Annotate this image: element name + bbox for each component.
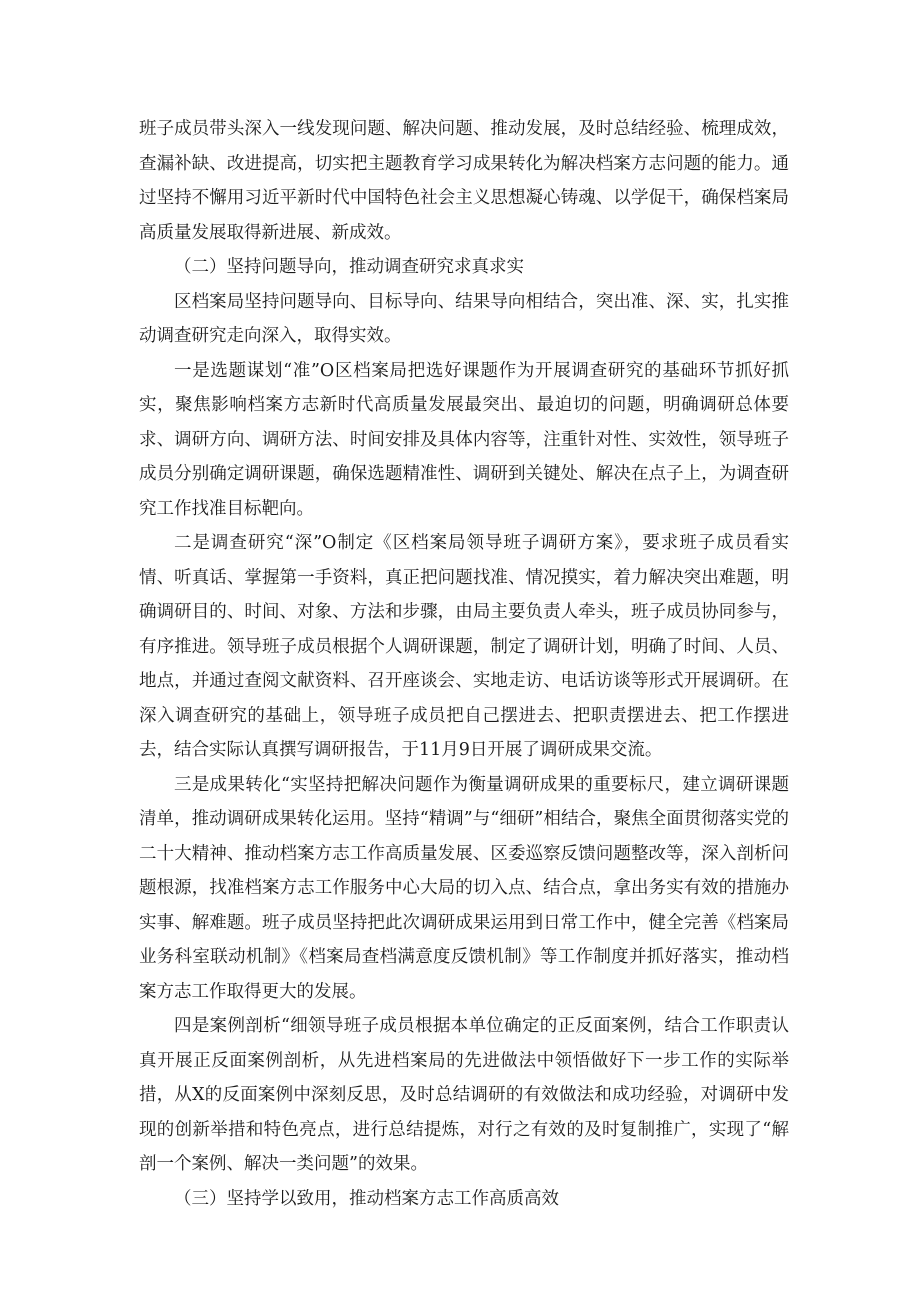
paragraph-overview: 区档案局坚持问题导向、目标导向、结果导向相结合，突出准、深、实，扎实推动调查研究走向深入，取得实效。: [139, 291, 789, 346]
paragraph-case-analysis: 四是案例剖析“细领导班子成员根据本单位确定的正反面案例，结合工作职责认真开展正反面案例剖析，从先进档案局的先进做法中领悟做好下一步工作的实际举措，从X的反面案例中深刻反思，及时总结调研的有效做法和成功经验，对调研中发现的创新举措和特色亮点，进行总结提炼，对行之有效的及时复制推广，实现了“解剖一个案例、解决一类问题”的效果。: [139, 1016, 789, 1174]
paragraph-intro-continuation: 班子成员带头深入一线发现问题、解决问题、推动发展，及时总结经验、梳理成效，查漏补缺、改进提高，切实把主题教育学习成果转化为解决档案方志问题的能力。通过坚持不懈用习近平新时代中国特色社会主义思想凝心铸魂、以学促干，确保档案局高质量发展取得新进展、新成效。: [139, 119, 789, 243]
section-heading-3: （三）坚持学以致用，推动档案方志工作高质高效: [174, 1188, 559, 1209]
document-page: [139, 112, 789, 1216]
paragraph-results-conversion: 三是成果转化“实坚持把解决问题作为衡量调研成果的重要标尺，建立调研课题清单，推动调研成果转化运用。坚持“精调”与“细研”相结合，聚焦全面贯彻落实党的二十大精神、推动档案方志工作高质量发展、区委巡察反馈问题整改等，深入剖析问题根源，找准档案方志工作服务中心大局的切入点、结合点，拿出务实有效的措施办实事、解难题。班子成员坚持把此次调研成果运用到日常工作中，健全完善《档案局业务科室联动机制》《档案局查档满意度反馈机制》等工作制度并抓好落实，推动档案方志工作取得更大的发展。: [139, 774, 789, 1002]
paragraph-investigation: 二是调查研究“深”O制定《区档案局领导班子调研方案》，要求班子成员看实情、听真话、掌握第一手资料，真正把问题找准、情况摸实，着力解决突出难题，明确调研目的、时间、对象、方法和步骤，由局主要负责人牵头，班子成员协同参与，有序推进。领导班子成员根据个人调研课题，制定了调研计划，明确了时间、人员、地点，并通过查阅文献资料、召开座谈会、实地走访、电话访谈等形式开展调研。在深入调查研究的基础上，领导班子成员把自己摆进去、把职责摆进去、把工作摆进去，结合实际认真撰写调研报告，于11月9日开展了调研成果交流。: [139, 533, 789, 760]
paragraph-topic-selection: 一是选题谋划“准”O区档案局把选好课题作为开展调查研究的基础环节抓好抓实，聚焦影响档案方志新时代高质量发展最突出、最迫切的问题，明确调研总体要求、调研方向、调研方法、时间安排及具体内容等，注重针对性、实效性，领导班子成员分别确定调研课题，确保选题精准性、调研到关键处、解决在点子上，为调查研究工作找准目标靶向。: [139, 360, 789, 519]
section-heading-2: （二）坚持问题导向，推动调查研究求真求实: [174, 257, 524, 277]
